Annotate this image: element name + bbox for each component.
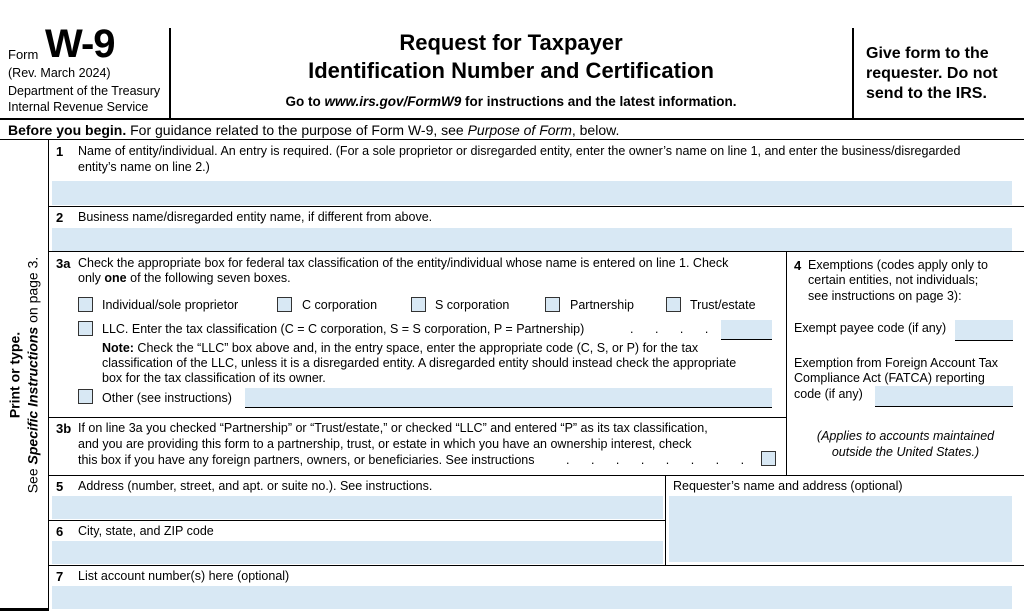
line3a-number: 3a — [56, 256, 71, 271]
goto-url[interactable]: www.irs.gov/FormW9 — [324, 94, 462, 109]
side-page: on page 3. — [24, 256, 40, 327]
checkbox-trust-estate[interactable] — [666, 297, 681, 312]
applies-note-b: outside the United States.) — [831, 445, 980, 459]
line3b-rule — [48, 475, 1024, 476]
line6-rule — [48, 565, 1024, 566]
line1-label-a: Name of entity/individual. An entry is required. (For a sole proprietor or disregarded entity, enter the owner’s name on line 1, and enter the business/disregarded — [78, 144, 961, 158]
line1-rule — [48, 206, 1024, 207]
option-partnership: Partnership — [570, 298, 634, 312]
exempt-payee-label: Exempt payee code (if any) — [794, 321, 947, 335]
line3a-one: one — [104, 271, 127, 285]
line3b-number: 3b — [56, 421, 72, 436]
line3a-label-b — [78, 271, 291, 286]
llc-classification-field[interactable] — [721, 320, 772, 339]
line6-city-state-zip-field[interactable] — [52, 541, 663, 564]
line3b-text-b: and you are providing this form to a partnership, trust, or estate in which you have an ownership interest, check — [78, 437, 692, 451]
line1-label-b: entity’s name on line 2.) — [78, 160, 210, 174]
goto-suffix: for instructions and the latest information. — [461, 94, 737, 109]
specific-instructions-note — [24, 257, 42, 494]
line3a-only: only — [78, 271, 105, 285]
department: Department of the Treasury — [8, 84, 161, 98]
line4-number: 4 — [794, 258, 802, 273]
give-form-line2: requester. Do not — [866, 65, 998, 82]
checkbox-s-corporation[interactable] — [411, 297, 426, 312]
line5-address-field[interactable] — [52, 496, 663, 519]
line2-number: 2 — [56, 210, 64, 225]
line2-label: Business name/disregarded entity name, if different from above. — [78, 210, 433, 224]
line4-text-a: Exemptions (codes apply only to — [808, 258, 988, 272]
llc-dots: . . . . — [630, 322, 718, 336]
requester-address-field[interactable] — [669, 496, 1012, 562]
line4-text-c: see instructions on page 3): — [808, 289, 962, 303]
fatca-label-c: code (if any) — [794, 387, 863, 401]
form-title-line2: Identification Number and Certification — [308, 58, 714, 83]
option-c-corporation: C corporation — [302, 298, 378, 312]
line6-number: 6 — [56, 524, 64, 539]
line3b-text-a: If on line 3a you checked “Partnership” or “Trust/estate,” or checked “LLC” and entered “P” as its tax classification, — [78, 421, 708, 435]
give-form-line1: Give form to the — [866, 45, 989, 62]
option-s-corporation: S corporation — [435, 298, 510, 312]
before-text2: , below. — [571, 122, 620, 138]
checkbox-llc[interactable] — [78, 321, 93, 336]
line4-text-b: certain entities, not individuals; — [808, 273, 979, 287]
option-trust-estate: Trust/estate — [690, 298, 756, 312]
line7-account-numbers-field[interactable] — [52, 586, 1012, 609]
fatca-label-a: Exemption from Foreign Account Tax — [794, 356, 999, 370]
fatca-underline — [875, 406, 1013, 407]
exempt-payee-underline — [955, 340, 1013, 341]
fatca-label-b: Compliance Act (FATCA) reporting — [794, 371, 985, 385]
requester-column-rule — [665, 475, 666, 565]
before-bold: Before you begin. — [8, 122, 127, 138]
purpose-of-form: Purpose of Form — [467, 122, 572, 138]
side-specific: Specific Instructions — [24, 326, 40, 465]
line3a-boxes: of the following seven boxes. — [126, 271, 291, 285]
option-individual: Individual/sole proprietor — [102, 298, 239, 312]
revision-date: (Rev. March 2024) — [8, 66, 111, 80]
line3a-rule — [48, 417, 786, 418]
header-bottom-rule — [0, 118, 1024, 120]
checkbox-individual[interactable] — [78, 297, 93, 312]
llc-note-b: classification of the LLC, unless it is a disregarded entity. A disregarded entity should instead check the appropriate — [102, 356, 737, 370]
side-see: See — [24, 464, 40, 494]
line5-label: Address (number, street, and apt. or suite no.). See instructions. — [78, 479, 433, 493]
form-word: Form — [8, 47, 39, 62]
note-bold: Note: — [102, 341, 134, 355]
line5-number: 5 — [56, 479, 64, 494]
note-a-text: Check the “LLC” box above and, in the entry space, enter the appropriate code (C, S, or P) for the tax — [133, 341, 699, 355]
line3b-dots: . . . . . . . . — [566, 453, 754, 467]
before-text1: For guidance related to the purpose of Form W-9, see — [126, 122, 468, 138]
checkbox-foreign-partners[interactable] — [761, 451, 776, 466]
llc-field-underline — [721, 339, 772, 340]
option-llc: LLC. Enter the tax classification (C = C corporation, S = S corporation, P = Partnership) — [102, 322, 585, 336]
checkbox-c-corporation[interactable] — [277, 297, 292, 312]
line5-rule — [48, 520, 665, 521]
other-instructions-field[interactable] — [245, 388, 772, 407]
line6-label: City, state, and ZIP code — [78, 524, 214, 538]
line2-rule — [48, 251, 1024, 252]
other-field-underline — [245, 407, 772, 408]
line1-number: 1 — [56, 144, 64, 159]
header-divider-right — [852, 28, 854, 118]
before-you-begin — [8, 122, 619, 139]
line7-number: 7 — [56, 569, 64, 584]
line3b-text-c: this box if you have any foreign partners, owners, or beneficiaries. See instructions — [78, 453, 535, 467]
irs-name: Internal Revenue Service — [8, 100, 149, 114]
option-other: Other (see instructions) — [102, 391, 232, 405]
applies-note-a: (Applies to accounts maintained — [816, 429, 995, 443]
line2-business-name-field[interactable] — [52, 228, 1012, 251]
print-or-type: Print or type. — [6, 331, 23, 419]
llc-note-a — [102, 341, 698, 356]
checkbox-partnership[interactable] — [545, 297, 560, 312]
fatca-code-field[interactable] — [875, 386, 1013, 406]
goto-instructions — [171, 94, 851, 110]
line7-label: List account number(s) here (optional) — [78, 569, 290, 583]
before-bottom-rule — [0, 139, 1024, 140]
line3a-label-a: Check the appropriate box for federal tax classification of the entity/individual whose name is entered on line 1. Check — [78, 256, 729, 270]
goto-prefix: Go to — [285, 94, 325, 109]
line1-name-field[interactable] — [52, 181, 1012, 205]
side-column-rule — [48, 139, 49, 611]
exempt-payee-field[interactable] — [955, 320, 1013, 340]
form-title-line1: Request for Taxpayer — [399, 30, 623, 55]
give-form-line3: send to the IRS. — [866, 85, 987, 102]
checkbox-other[interactable] — [78, 389, 93, 404]
llc-note-c: box for the tax classification of its owner. — [102, 371, 326, 385]
form-id: W-9 — [45, 22, 115, 66]
requester-label: Requester’s name and address (optional) — [673, 479, 903, 493]
